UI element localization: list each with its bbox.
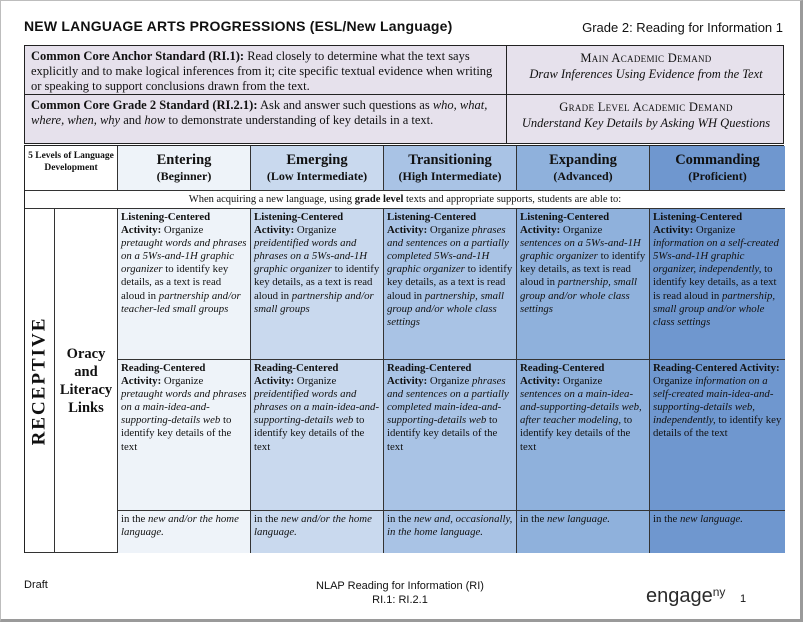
levels-label-cell <box>25 146 118 191</box>
note-part-1: When acquiring a new language, using <box>188 194 353 205</box>
footer-draft: Draft <box>24 579 48 591</box>
language-cell-expanding <box>517 511 650 553</box>
activity-rest: to identify key details of the text <box>653 414 782 440</box>
reading-cell-transitioning <box>384 360 517 511</box>
activity-rest: to identify key details of the text <box>121 414 232 453</box>
language-text: new language. <box>547 513 610 525</box>
activity-lead: Organize <box>562 375 603 388</box>
activity-desc: pretaught words and phrases on a 5Ws-and-1H graphic organizer <box>121 237 247 276</box>
grade-label: Grade 2: Reading for Information 1 <box>582 20 783 35</box>
grade-standard-questions: who, what, where, when, why <box>31 98 488 127</box>
language-text: new and, occasionally, in the home language. <box>387 513 513 539</box>
logo-sup: ny <box>712 585 726 599</box>
language-pre: in the <box>254 513 279 525</box>
activity-desc: pretaught words and phrases on a main-idea-and-supporting-details web <box>121 388 247 427</box>
grade-standard-row <box>25 95 785 143</box>
oracy-literacy-label: Oracy and Literacy Links <box>59 345 113 416</box>
main-academic-demand <box>507 46 785 94</box>
activity-title: Listening-Centered Activity: <box>520 211 610 237</box>
reading-cell-entering <box>118 360 251 511</box>
page-title: NEW LANGUAGE ARTS PROGRESSIONS (ESL/New Language) <box>24 18 453 34</box>
activity-desc: preidentified words and phrases on a 5Ws-and-1H graphic organizer <box>254 237 368 276</box>
level-sub: (High Intermediate) <box>398 169 502 183</box>
activity-rest: to identify key details of the text <box>520 414 633 453</box>
level-sub: (Beginner) <box>156 169 212 183</box>
activity-desc: sentences on a main-idea-and-supporting-details web, after teacher modeling, <box>520 388 642 427</box>
level-header-entering <box>118 146 251 191</box>
language-cell-emerging <box>251 511 384 553</box>
activity-desc: information on a self-created 5Ws-and-1H graphic organizer, independently, <box>653 237 779 276</box>
activity-desc: phrases and sentences on a partially completed 5Ws-and-1H graphic organizer <box>387 224 509 276</box>
page-number: 1 <box>740 593 747 605</box>
listening-cell-entering <box>118 209 251 360</box>
level-header-expanding <box>517 146 650 191</box>
grade-level-academic-demand <box>507 95 785 143</box>
standards-box <box>24 45 784 144</box>
activity-lead: Organize <box>163 375 204 388</box>
anchor-standard-text <box>25 46 507 94</box>
note-part-2: texts and appropriate supports, students are able to: <box>406 194 622 205</box>
grade-standard-body-2: to demonstrate understanding of key details in a text. <box>168 113 434 127</box>
activity-lead: Organize <box>695 224 736 237</box>
listening-cell-expanding <box>517 209 650 360</box>
grade-demand-text: Understand Key Details by Asking WH Questions <box>521 116 771 130</box>
language-pre: in the <box>121 513 146 525</box>
activity-title: Reading-Centered Activity: <box>520 362 605 388</box>
levels-label: 5 Levels of Language Development <box>28 151 114 173</box>
language-text: new and/or the home language. <box>254 513 372 539</box>
level-header-commanding <box>650 146 785 191</box>
logo-text: engage <box>646 585 713 607</box>
receptive-label: RECEPTIVE <box>28 316 50 445</box>
reading-cell-emerging <box>251 360 384 511</box>
language-text: new language. <box>680 513 743 525</box>
activity-setting: partnership and/or small groups <box>254 289 374 315</box>
footer-line-1: NLAP Reading for Information (RI) <box>316 580 484 592</box>
listening-cell-emerging <box>251 209 384 360</box>
reading-cell-commanding <box>650 360 785 511</box>
activity-rest: to identify key details, as a text is read aloud in <box>254 263 380 302</box>
language-pre: in the <box>653 513 678 525</box>
activity-lead: Organize <box>429 224 470 237</box>
level-name: Entering <box>156 152 212 168</box>
supports-note <box>25 191 785 209</box>
note-bold: grade level <box>354 194 404 205</box>
activity-title: Listening-Centered Activity: <box>121 211 211 237</box>
listening-cell-commanding <box>650 209 785 360</box>
anchor-standard-body: Read closely to determine what the text says explicitly and to make logical inferences from it; cite specific textual evidence when writing or speaking to support conclusions drawn from the text. <box>31 49 493 93</box>
level-header-transitioning <box>384 146 517 191</box>
level-header-emerging <box>251 146 384 191</box>
activity-lead: Organize <box>296 224 337 237</box>
reading-cell-expanding <box>517 360 650 511</box>
engageny-logo <box>646 585 725 608</box>
activity-setting: partnership and/or teacher-led small groups <box>121 289 241 315</box>
activity-title: Reading-Centered Activity: <box>387 362 472 388</box>
activity-title: Listening-Centered Activity: <box>254 211 344 237</box>
language-cell-entering <box>118 511 251 553</box>
activity-setting: partnership, small group and/or whole class settings <box>387 289 504 328</box>
grade-standard-how: how <box>144 113 166 127</box>
activity-title: Listening-Centered Activity: <box>387 211 477 237</box>
footer-doc-info <box>250 579 550 607</box>
main-demand-title: Main Academic Demand <box>580 51 712 65</box>
level-name: Transitioning <box>408 152 492 168</box>
activity-title: Reading-Centered Activity: <box>254 362 339 388</box>
level-name: Expanding <box>549 152 617 168</box>
progressions-table <box>24 145 784 553</box>
grade-demand-title: Grade Level Academic Demand <box>559 100 733 114</box>
activity-rest: to identify key details, as text is read aloud in <box>520 250 646 289</box>
activity-desc: preidentified words and phrases on a main-idea-and-supporting-details web <box>254 388 380 427</box>
anchor-standard-label: Common Core Anchor Standard (RI.1): <box>31 49 245 63</box>
activity-setting: partnership, small group and/or whole class settings <box>520 276 637 315</box>
activity-rest: to identify key details of the text <box>254 414 365 453</box>
anchor-standard-row <box>25 46 785 95</box>
activity-desc: information on a self-created main-idea-and-supporting-details web, independently, <box>653 375 774 427</box>
level-name: Emerging <box>286 152 348 168</box>
activity-title: Listening-Centered Activity: <box>653 211 743 237</box>
activity-desc: phrases and sentences on a partially completed main-idea-and-supporting-details web <box>387 375 509 427</box>
level-sub: (Low Intermediate) <box>266 169 368 183</box>
main-demand-text: Draw Inferences Using Evidence from the Text <box>529 67 763 81</box>
activity-setting: partnership, small group and/or whole class settings <box>653 289 776 328</box>
listening-cell-transitioning <box>384 209 517 360</box>
language-pre: in the <box>387 513 412 525</box>
grade-standard-label: Common Core Grade 2 Standard (RI.2.1): <box>31 98 258 112</box>
activity-lead: Organize <box>653 375 693 388</box>
footer-line-2: RI.1: RI.2.1 <box>372 594 428 606</box>
grade-standard-and: and <box>123 113 142 127</box>
receptive-label-cell <box>25 209 55 553</box>
oracy-literacy-cell <box>55 209 118 553</box>
language-cell-transitioning <box>384 511 517 553</box>
language-text: new and/or the home language. <box>121 513 239 539</box>
activity-lead: Organize <box>562 224 603 237</box>
activity-rest: to identify key details of the text <box>387 414 498 453</box>
activity-lead: Organize <box>296 375 337 388</box>
level-sub: (Proficient) <box>688 169 747 183</box>
activity-title: Reading-Centered Activity: <box>653 362 780 374</box>
activity-rest: to identify key details, as a text is read aloud in <box>121 263 229 302</box>
activity-lead: Organize <box>163 224 204 237</box>
activity-desc: sentences on a 5Ws-and-1H graphic organizer <box>520 237 641 263</box>
grade-standard-body-1: Ask and answer such questions as <box>259 98 430 112</box>
activity-rest: to identify key details, as a text is read aloud in <box>653 263 777 302</box>
activity-rest: to identify key details, as a text is read aloud in <box>387 263 513 302</box>
grade-standard-text <box>25 95 507 143</box>
level-sub: (Advanced) <box>553 169 613 183</box>
activity-lead: Organize <box>429 375 470 388</box>
level-name: Commanding <box>675 152 760 168</box>
activity-title: Reading-Centered Activity: <box>121 362 206 388</box>
language-cell-commanding <box>650 511 785 553</box>
language-pre: in the <box>520 513 545 525</box>
